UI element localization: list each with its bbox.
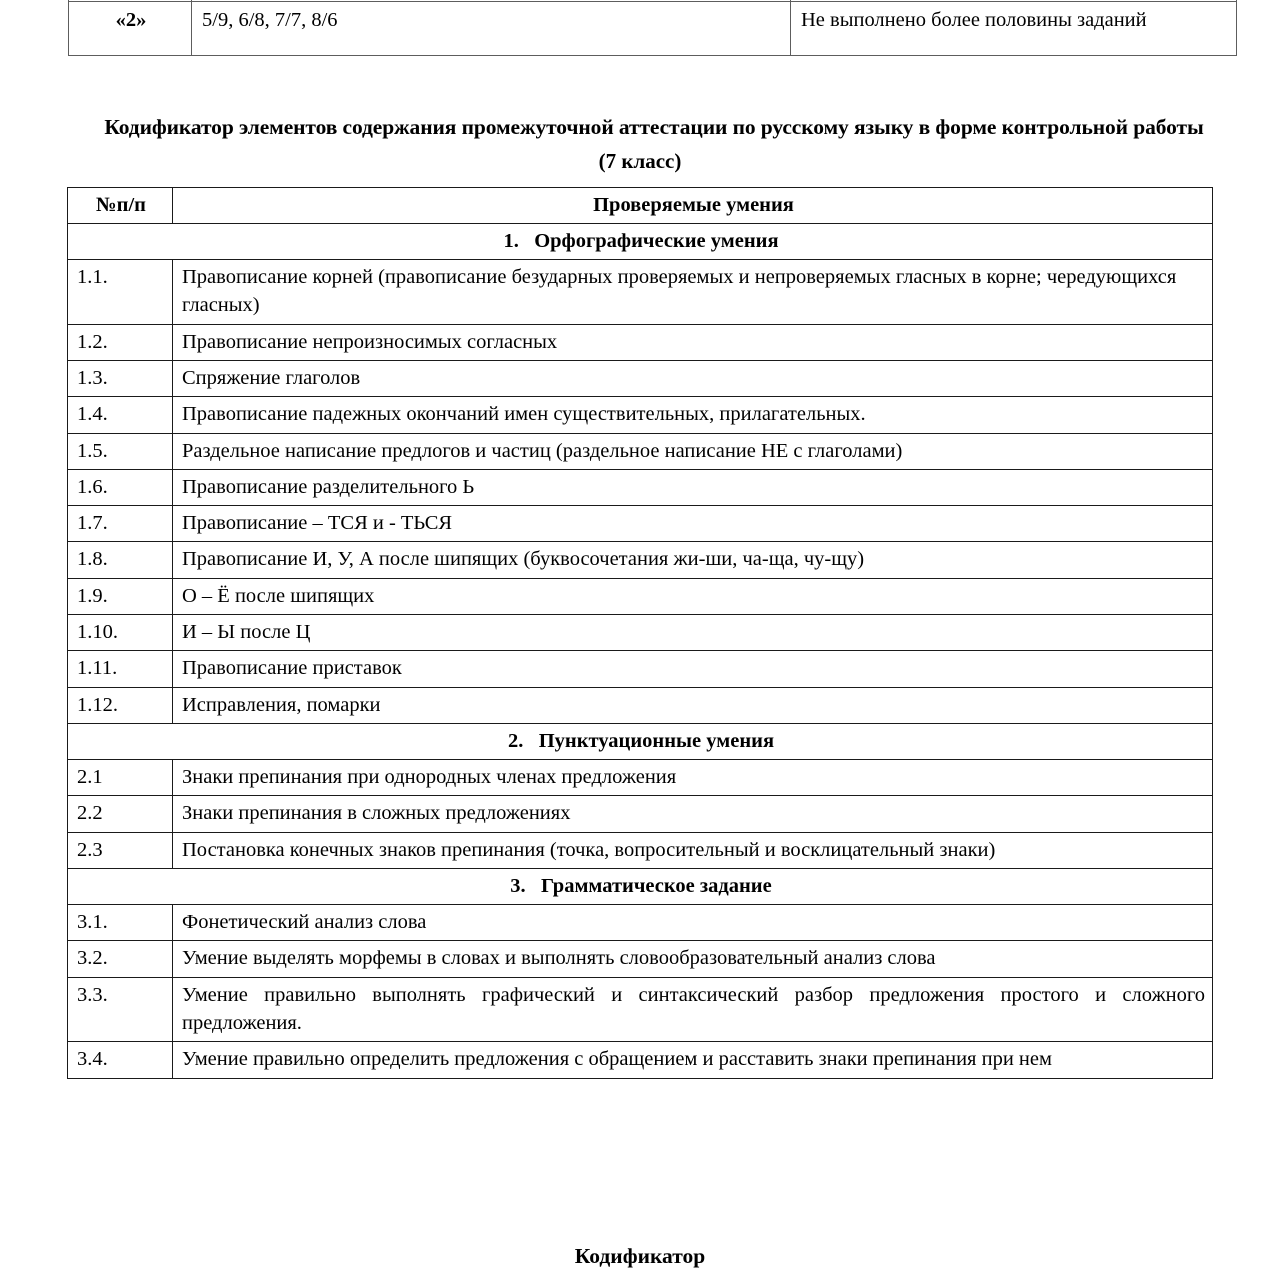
row-code-cell: 3.2.	[68, 941, 173, 977]
row-skill-cell: Фонетический анализ слова	[173, 905, 1213, 941]
page-title: Кодификатор элементов содержания промежуточной аттестации по русскому языку в форме контрольной работы	[104, 115, 1204, 139]
row-skill-cell: Умение правильно выполнять графический и синтаксический разбор предложения простого и сложного предложения.	[173, 977, 1213, 1042]
row-skill-cell: Раздельное написание предлогов и частиц (раздельное написание НЕ с глаголами)	[173, 433, 1213, 469]
table-row	[68, 651, 1213, 687]
section-header-label: 3. Грамматическое задание	[510, 874, 772, 897]
row-skill-cell: Правописание падежных окончаний имен существительных, прилагательных.	[173, 397, 1213, 433]
column-header-number: №п/п	[68, 187, 173, 223]
row-skill-cell: И – Ы после Ц	[173, 614, 1213, 650]
row-code-cell: 2.1	[68, 760, 173, 796]
row-skill-cell: Спряжение глаголов	[173, 360, 1213, 396]
row-skill-cell: Правописание приставок	[173, 651, 1213, 687]
row-code-cell: 3.3.	[68, 977, 173, 1042]
codifier-table	[67, 187, 1213, 1079]
table-row	[68, 760, 1213, 796]
grading-table	[68, 0, 1237, 56]
row-code-cell: 1.12.	[68, 687, 173, 723]
row-skill-cell: Правописание – ТСЯ и - ТЬСЯ	[173, 506, 1213, 542]
row-code-cell: 1.7.	[68, 506, 173, 542]
row-skill-cell: Исправления, помарки	[173, 687, 1213, 723]
table-row	[68, 687, 1213, 723]
grading-note-cell: Не выполнено более половины заданий	[791, 1, 1237, 55]
grading-table-container	[0, 0, 1280, 80]
table-row	[68, 832, 1213, 868]
row-code-cell: 1.9.	[68, 578, 173, 614]
column-header-skill: Проверяемые умения	[173, 187, 1213, 223]
row-skill-cell: Умение выделять морфемы в словах и выполнять словообразовательный анализ слова	[173, 941, 1213, 977]
table-row	[68, 469, 1213, 505]
row-skill-cell: Умение правильно определить предложения с обращением и расставить знаки препинания при нем	[173, 1042, 1213, 1078]
grading-ratio-cell: 5/9, 6/8, 7/7, 8/6	[192, 1, 791, 55]
row-code-cell: 2.3	[68, 832, 173, 868]
footer-heading: Кодификатор	[574, 1244, 706, 1268]
row-code-cell: 1.3.	[68, 360, 173, 396]
table-row	[68, 324, 1213, 360]
row-code-cell: 1.2.	[68, 324, 173, 360]
table-row	[68, 360, 1213, 396]
table-row	[68, 905, 1213, 941]
table-row	[68, 796, 1213, 832]
page-subtitle: (7 класс)	[598, 149, 682, 174]
table-row	[68, 614, 1213, 650]
row-skill-cell: Постановка конечных знаков препинания (точка, вопросительный и восклицательный знаки)	[173, 832, 1213, 868]
grading-grade-cell: «2»	[69, 1, 192, 55]
table-row	[68, 397, 1213, 433]
row-code-cell: 1.5.	[68, 433, 173, 469]
row-skill-cell: О – Ё после шипящих	[173, 578, 1213, 614]
row-skill-cell: Правописание непроизносимых согласных	[173, 324, 1213, 360]
row-skill-cell: Знаки препинания при однородных членах предложения	[173, 760, 1213, 796]
section-header-row	[68, 868, 1213, 904]
table-row	[68, 1042, 1213, 1078]
table-row	[68, 977, 1213, 1042]
table-row	[68, 260, 1213, 325]
table-row	[68, 506, 1213, 542]
row-code-cell: 2.2	[68, 796, 173, 832]
codifier-header-row	[68, 187, 1213, 223]
row-skill-cell: Правописание разделительного Ь	[173, 469, 1213, 505]
table-row	[68, 578, 1213, 614]
section-header-cell	[68, 723, 1213, 759]
section-header-label: 2. Пунктуационные умения	[507, 729, 775, 752]
section-header-cell	[68, 868, 1213, 904]
row-code-cell: 3.1.	[68, 905, 173, 941]
row-code-cell: 3.4.	[68, 1042, 173, 1078]
row-code-cell: 1.11.	[68, 651, 173, 687]
table-row	[68, 941, 1213, 977]
row-skill-cell: Правописание И, У, А после шипящих (буквосочетания жи-ши, ча-ща, чу-щу)	[173, 542, 1213, 578]
section-header-row	[68, 723, 1213, 759]
row-code-cell: 1.8.	[68, 542, 173, 578]
table-row	[68, 433, 1213, 469]
grading-table-row	[69, 1, 1237, 55]
row-code-cell: 1.6.	[68, 469, 173, 505]
row-skill-cell: Знаки препинания в сложных предложениях	[173, 796, 1213, 832]
row-code-cell: 1.4.	[68, 397, 173, 433]
row-skill-cell: Правописание корней (правописание безударных проверяемых и непроверяемых гласных в корне; чередующихся гласных)	[173, 260, 1213, 325]
section-header-label: 1. Орфографические умения	[503, 229, 779, 252]
table-row	[68, 542, 1213, 578]
row-code-cell: 1.1.	[68, 260, 173, 325]
section-header-cell	[68, 223, 1213, 259]
row-code-cell: 1.10.	[68, 614, 173, 650]
section-header-row	[68, 223, 1213, 259]
